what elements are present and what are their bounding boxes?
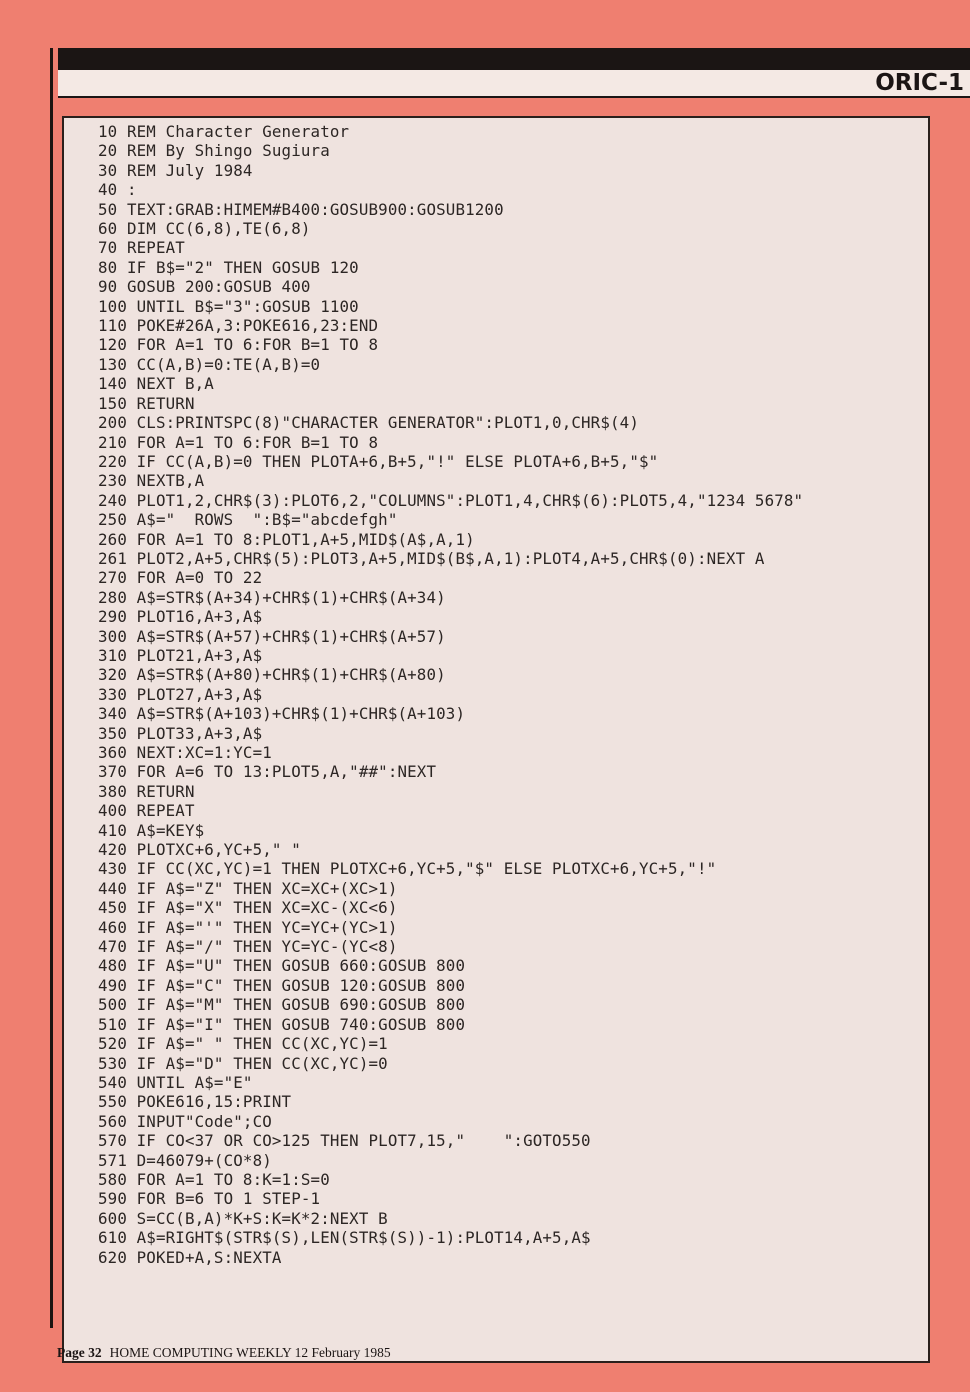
code-line: 440 IF A$="Z" THEN XC=XC+(XC>1) [98, 878, 398, 898]
section-title: ORIC-1 [875, 70, 964, 96]
code-line: 110 POKE#26A,3:POKE616,23:END [98, 316, 379, 336]
code-line: 550 POKE616,15:PRINT [98, 1092, 292, 1112]
code-line: 80 IF B$="2" THEN GOSUB 120 [98, 257, 359, 277]
code-line: 600 S=CC(B,A)*K+S:K=K*2:NEXT B [98, 1208, 388, 1228]
code-line: 530 IF A$="D" THEN CC(XC,YC)=0 [98, 1053, 388, 1073]
code-line: 90 GOSUB 200:GOSUB 400 [98, 277, 311, 297]
code-line: 420 PLOTXC+6,YC+5," " [98, 840, 301, 860]
publication-line: HOME COMPUTING WEEKLY 12 February 1985 [109, 1345, 391, 1360]
code-line: 20 REM By Shingo Sugiura [98, 141, 330, 161]
page-number: Page 32 [57, 1345, 102, 1360]
code-line: 430 IF CC(XC,YC)=1 THEN PLOTXC+6,YC+5,"$" ELSE PLOTXC+6,YC+5,"!" [98, 859, 717, 879]
code-line: 140 NEXT B,A [98, 374, 214, 394]
code-line: 350 PLOT33,A+3,A$ [98, 723, 263, 743]
code-line: 320 A$=STR$(A+80)+CHR$(1)+CHR$(A+80) [98, 665, 446, 685]
program-listing-box [62, 116, 930, 1363]
code-line: 120 FOR A=1 TO 6:FOR B=1 TO 8 [98, 335, 379, 355]
code-line: 590 FOR B=6 TO 1 STEP-1 [98, 1189, 321, 1209]
code-line: 150 RETURN [98, 393, 195, 413]
code-line: 290 PLOT16,A+3,A$ [98, 607, 263, 627]
code-line: 570 IF CO<37 OR CO>125 THEN PLOT7,15," ":GOTO550 [98, 1131, 591, 1151]
code-line: 50 TEXT:GRAB:HIMEM#B400:GOSUB900:GOSUB1200 [98, 199, 504, 219]
code-line: 100 UNTIL B$="3":GOSUB 1100 [98, 296, 359, 316]
header-black-bar [58, 48, 970, 70]
code-line: 540 UNTIL A$="E" [98, 1072, 253, 1092]
code-line: 490 IF A$="C" THEN GOSUB 120:GOSUB 800 [98, 975, 466, 995]
page-footer [57, 1345, 391, 1361]
code-line: 500 IF A$="M" THEN GOSUB 690:GOSUB 800 [98, 995, 466, 1015]
code-line: 571 D=46079+(CO*8) [98, 1150, 272, 1170]
code-line: 210 FOR A=1 TO 6:FOR B=1 TO 8 [98, 432, 379, 452]
code-line: 480 IF A$="U" THEN GOSUB 660:GOSUB 800 [98, 956, 466, 976]
code-line: 360 NEXT:XC=1:YC=1 [98, 743, 272, 762]
code-line: 220 IF CC(A,B)=0 THEN PLOTA+6,B+5,"!" ELSE PLOTA+6,B+5,"$" [98, 451, 659, 471]
code-line: 560 INPUT"Code";CO [98, 1111, 272, 1131]
code-line: 261 PLOT2,A+5,CHR$(5):PLOT3,A+5,MID$(B$,A,1):PLOT4,A+5,CHR$(0):NEXT A [98, 548, 765, 568]
code-line: 230 NEXTB,A [98, 471, 205, 491]
code-line: 30 REM July 1984 [98, 160, 253, 180]
code-line: 10 REM Character Generator [98, 122, 350, 141]
code-line: 460 IF A$="'" THEN YC=YC+(YC>1) [98, 917, 398, 937]
code-line: 380 RETURN [98, 781, 195, 801]
code-line: 60 DIM CC(6,8),TE(6,8) [98, 219, 311, 239]
code-line: 610 A$=RIGHT$(STR$(S),LEN(STR$(S))-1):PLOT14,A+5,A$ [98, 1228, 591, 1248]
magazine-page [50, 48, 970, 1328]
code-line: 130 CC(A,B)=0:TE(A,B)=0 [98, 354, 321, 374]
code-line: 450 IF A$="X" THEN XC=XC-(XC<6) [98, 898, 398, 918]
left-rule [50, 48, 53, 1328]
code-line: 410 A$=KEY$ [98, 820, 205, 840]
code-line: 240 PLOT1,2,CHR$(3):PLOT6,2,"COLUMNS":PLOT1,4,CHR$(6):PLOT5,4,"1234 5678" [98, 490, 804, 510]
code-line: 280 A$=STR$(A+34)+CHR$(1)+CHR$(A+34) [98, 587, 446, 607]
code-line: 340 A$=STR$(A+103)+CHR$(1)+CHR$(A+103) [98, 704, 466, 724]
code-line: 270 FOR A=0 TO 22 [98, 568, 263, 588]
code-line: 310 PLOT21,A+3,A$ [98, 645, 263, 665]
code-line: 370 FOR A=6 TO 13:PLOT5,A,"##":NEXT [98, 762, 437, 782]
code-line: 510 IF A$="I" THEN GOSUB 740:GOSUB 800 [98, 1014, 466, 1034]
code-line: 260 FOR A=1 TO 8:PLOT1,A+5,MID$(A$,A,1) [98, 529, 475, 549]
program-listing [98, 122, 928, 1267]
code-line: 400 REPEAT [98, 801, 195, 821]
code-line: 250 A$=" ROWS ":B$="abcdefgh" [98, 510, 398, 530]
code-line: 300 A$=STR$(A+57)+CHR$(1)+CHR$(A+57) [98, 626, 446, 646]
code-line: 200 CLS:PRINTSPC(8)"CHARACTER GENERATOR":PLOT1,0,CHR$(4) [98, 413, 639, 433]
code-line: 470 IF A$="/" THEN YC=YC-(YC<8) [98, 937, 398, 957]
code-line: 620 POKED+A,S:NEXTA [98, 1247, 282, 1267]
code-line: 580 FOR A=1 TO 8:K=1:S=0 [98, 1169, 330, 1189]
code-line: 70 REPEAT [98, 238, 185, 258]
code-line: 330 PLOT27,A+3,A$ [98, 684, 263, 704]
header-band [58, 70, 970, 98]
code-line: 520 IF A$=" " THEN CC(XC,YC)=1 [98, 1034, 388, 1054]
code-line: 40 : [98, 180, 137, 200]
